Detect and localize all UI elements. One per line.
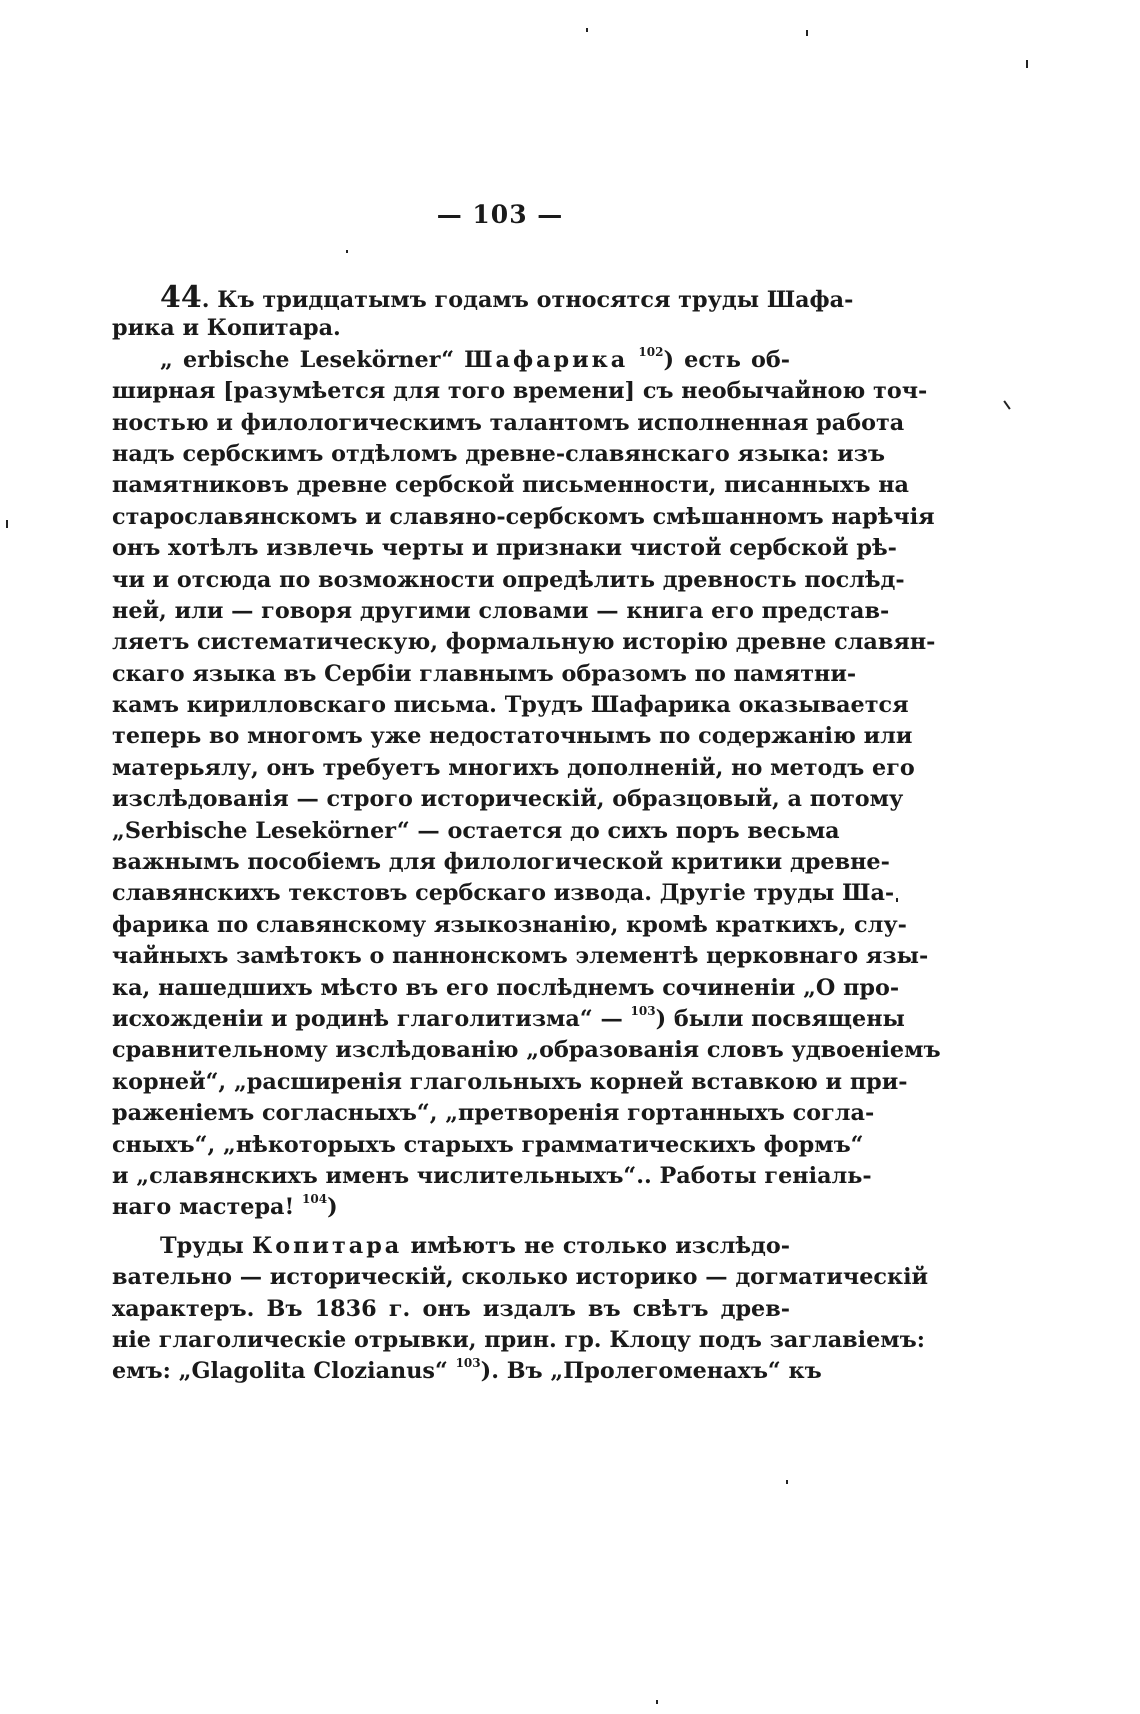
text-line: ностью и филологическимъ талантомъ исполненная работа bbox=[112, 409, 905, 436]
author-name: Шафарика bbox=[464, 346, 629, 373]
text-line: исхожденіи и родинѣ глаголитизма“ — $^{103}$) были посвящены bbox=[112, 1003, 905, 1032]
text-line: ляетъ систематическую, формальную исторію древне славян- bbox=[112, 629, 936, 656]
text-line: Труды Копитара имѣютъ не столько изслѣдо- bbox=[160, 1232, 790, 1259]
text-line: ніе глаголическіе отрывки, прин. гр. Клоцу подъ заглавіемъ: bbox=[112, 1326, 925, 1353]
text-line: ка, нашедшихъ мѣсто въ его послѣднемъ сочиненіи „О про- bbox=[112, 974, 900, 1001]
footnote-ref: 103 bbox=[630, 1003, 656, 1018]
body-text bbox=[112, 280, 941, 1388]
text-line: „ erbische Lesekörner“ Шафарика $^{102}$) есть об- bbox=[160, 344, 790, 373]
scan-speck bbox=[346, 250, 348, 253]
text-line: корней“, „расширенія глагольныхъ корней вставкою и при- bbox=[112, 1068, 908, 1095]
footnote-ref: 102 bbox=[638, 344, 664, 359]
text-line: скаго языка въ Сербіи главнымъ образомъ по памятни- bbox=[112, 660, 857, 687]
scan-speck bbox=[896, 898, 898, 902]
text-line: наго мастера! $^{104}$) bbox=[112, 1192, 338, 1221]
text-line: чи и отсюда по возможности опредѣлить древность послѣд- bbox=[112, 566, 905, 593]
scan-speck bbox=[1003, 400, 1010, 409]
page-number: — 103 — bbox=[436, 200, 564, 229]
text-line: и „славянскихъ именъ числительныхъ“.. Работы геніаль- bbox=[112, 1162, 872, 1189]
section-number: 44 bbox=[160, 280, 202, 315]
scan-speck bbox=[6, 520, 8, 528]
text-line: надъ сербскимъ отдѣломъ древне-славянскаго языка: изъ bbox=[112, 440, 886, 467]
scan-speck bbox=[656, 1700, 658, 1704]
text-line: памятниковъ древне сербской письменности, писанныхъ на bbox=[112, 472, 909, 499]
text-line: раженіемъ согласныхъ“, „претворенія гортанныхъ согла- bbox=[112, 1100, 875, 1127]
text-line: емъ: „Glagolita Clozianus“ $^{103}$). Въ „Пролегоменахъ“ къ bbox=[112, 1356, 822, 1385]
text-line: ней, или — говоря другими словами — книга его представ- bbox=[112, 597, 890, 624]
text-line: камъ кирилловскаго письма. Трудъ Шафарика оказывается bbox=[112, 692, 909, 719]
scan-speck bbox=[786, 1480, 788, 1484]
footnote-ref: 104 bbox=[302, 1192, 328, 1207]
scan-speck bbox=[586, 28, 588, 32]
text-line: „Serbische Lesekörner“ — остается до сихъ поръ весьма bbox=[112, 817, 840, 844]
text-line: изслѣдованія — строго историческій, образцовый, а потому bbox=[112, 786, 904, 813]
text-line: славянскихъ текстовъ сербскаго извода. Другіе труды Ша- bbox=[112, 880, 895, 907]
text-line: ширная [разумѣется для того времени] съ необычайною точ- bbox=[112, 378, 928, 405]
text-line: рика и Копитара. bbox=[112, 315, 341, 342]
text-line: теперь во многомъ уже недостаточнымъ по содержанію или bbox=[112, 723, 913, 750]
text-line: матерьялу, онъ требуетъ многихъ дополненій, но методъ его bbox=[112, 754, 915, 781]
text-line: важнымъ пособіемъ для филологической критики древне- bbox=[112, 849, 890, 876]
text-line: фарика по славянскому языкознанію, кромѣ краткихъ, слу- bbox=[112, 911, 907, 938]
text-line: чайныхъ замѣтокъ о паннонскомъ элементѣ церковнаго язы- bbox=[112, 943, 929, 970]
text-line: 44. Къ тридцатымъ годамъ относятся труды Шафа- bbox=[160, 280, 854, 315]
scan-speck bbox=[1026, 60, 1028, 68]
text-line: онъ хотѣлъ извлечь черты и признаки чистой сербской рѣ- bbox=[112, 535, 897, 562]
text-line: сравнительному изслѣдованію „образованія словъ удвоеніемъ bbox=[112, 1037, 941, 1064]
text-line: вательно — историческій, сколько историко — догматическій bbox=[112, 1264, 929, 1291]
text-line: характеръ. Въ 1836 г. онъ издалъ въ свѣтъ древ- bbox=[112, 1295, 790, 1322]
scan-speck bbox=[806, 30, 808, 36]
author-name: Копитара bbox=[251, 1232, 403, 1259]
text-line: старославянскомъ и славяно-сербскомъ смѣшанномъ нарѣчія bbox=[112, 503, 935, 530]
text-line: сныхъ“, „нѣкоторыхъ старыхъ грамматическихъ формъ“ bbox=[112, 1131, 864, 1158]
footnote-ref: 103 bbox=[455, 1356, 481, 1371]
